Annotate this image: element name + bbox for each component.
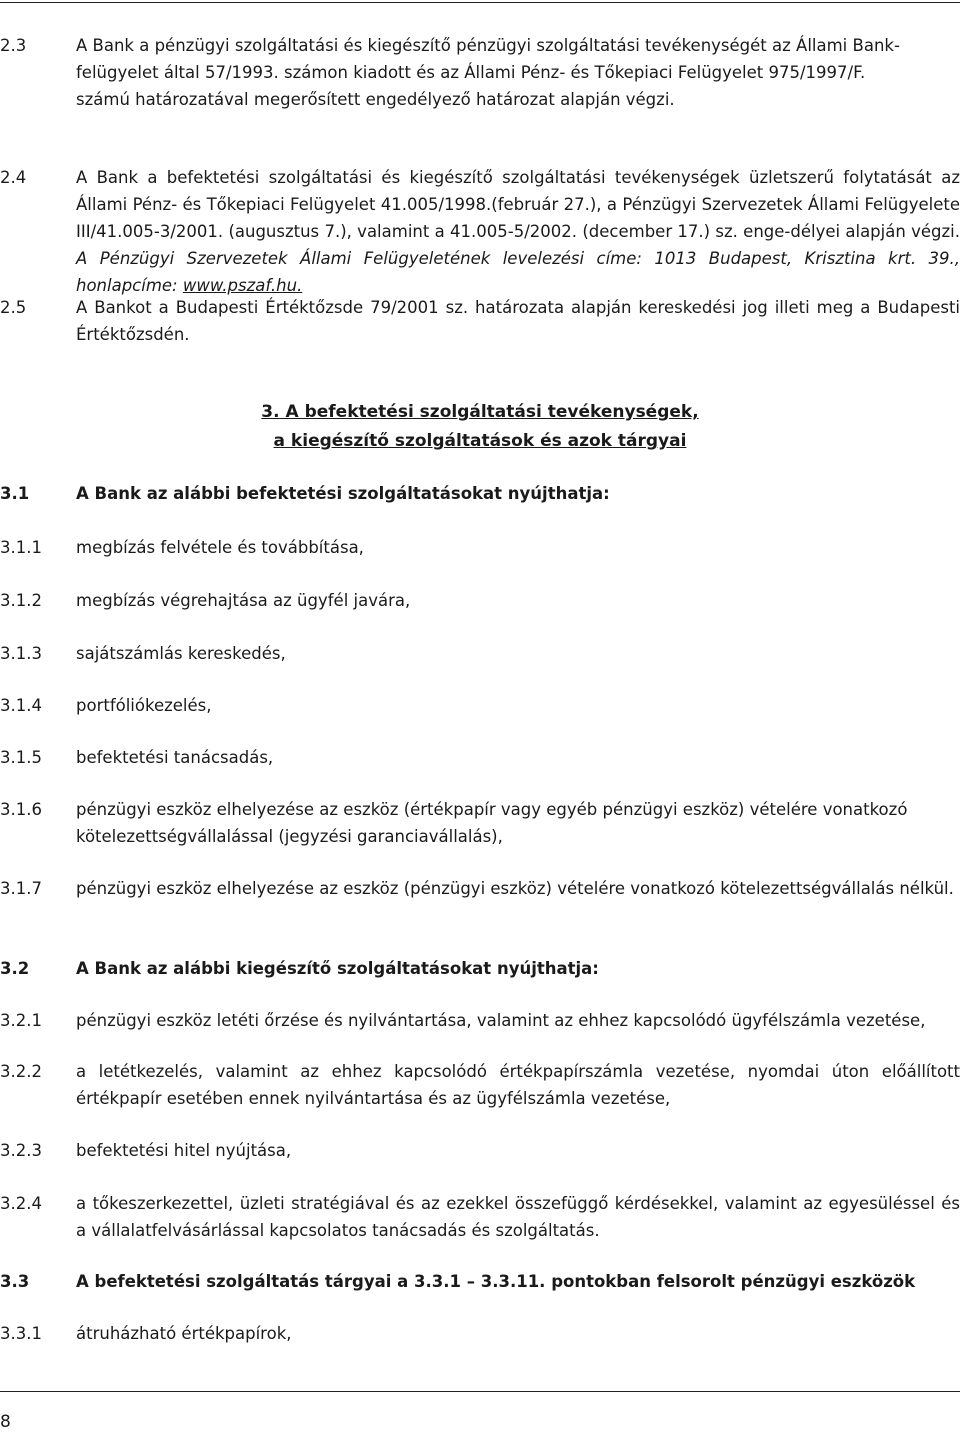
section-3-heading: 3. A befektetési szolgáltatási tevékenységek, a kiegészítő szolgáltatások és azok tárgyai: [261, 402, 699, 451]
page-number: 8: [0, 1412, 11, 1432]
paragraph-2-5: [0, 294, 960, 348]
subsection-3-1: 3.1 A Bank az alábbi befektetési szolgáltatásokat nyújthatja:: [0, 484, 610, 503]
supervisor-website-link[interactable]: www.pszaf.hu.: [182, 276, 303, 295]
list-item: 3.1.7 pénzügyi eszköz elhelyezése az eszköz (pénzügyi eszköz) vételére vonatkozó kötelezettségvállalás nélkül.: [0, 879, 954, 898]
list-item: 3.2.2 a letétkezelés, valamint az ehhez kapcsolódó értékpapírszámla vezetése, nyomdai úton előállított értékpapír esetében ennek nyilvántartása és az ügyfélszámla vezetése,: [0, 1062, 960, 1108]
subsection-3-3: 3.3 A befektetési szolgáltatás tárgyai a 3.3.1 – 3.3.11. pontokban felsorolt pénzügyi eszközök: [0, 1272, 916, 1291]
list-item: 3.1.1 megbízás felvétele és továbbítása,: [0, 538, 364, 557]
paragraph-2-3: [0, 32, 960, 113]
paragraph-text: A Bank a befektetési szolgáltatási és kiegészítő szolgáltatási tevékenységek üzletszerű folytatását az Állami Pénz- és Tőkepiaci Felügyelet 41.005/1998.(február 27.), a Pénzügyi Szervezetek Állami Felügyelete III/41.005-3/2001. (augusztus 7.), valamint a 41.005-5/2002. (december 17.) sz. enge-délyei alapján végzi. A Pénzügyi Szervezetek Állami Felügyeletének levelezési címe: 1013 Budapest, Krisztina krt. 39., honlapcíme: www.pszaf.hu.: [76, 168, 960, 295]
paragraph-text: A Bankot a Budapesti Értéktőzsde 79/2001 sz. határozata alapján kereskedési jog illeti meg a Budapesti Értéktőzsdén.: [76, 298, 960, 344]
list-item: 3.1.2 megbízás végrehajtása az ügyfél javára,: [0, 591, 411, 610]
paragraph-number: 2.5: [0, 298, 27, 317]
paragraph-number: 2.3: [0, 36, 27, 55]
list-item: 3.2.4 a tőkeszerkezettel, üzleti stratégiával és az ezekkel összefüggő kérdésekkel, valamint az egyesüléssel és a vállalatfelvásárlással kapcsolatos tanácsadás és szolgáltatás.: [0, 1194, 960, 1240]
list-item: 3.1.4 portfóliókezelés,: [0, 696, 212, 715]
list-item: 3.2.1 pénzügyi eszköz letéti őrzése és nyilvántartása, valamint az ehhez kapcsolódó ügyfélszámla vezetése,: [0, 1011, 926, 1030]
paragraph-2-4: [0, 164, 960, 304]
list-item: 3.2.3 befektetési hitel nyújtása,: [0, 1141, 292, 1160]
top-rule: [0, 2, 960, 3]
supervisor-address: A Pénzügyi Szervezetek Állami Felügyeletének levelezési címe: 1013 Budapest, Krisztina krt. 39., honlapcíme:: [76, 249, 960, 295]
subsection-3-2: 3.2 A Bank az alábbi kiegészítő szolgáltatásokat nyújthatja:: [0, 959, 599, 978]
paragraph-text: A Bank a pénzügyi szolgáltatási és kiegészítő pénzügyi szolgáltatási tevékenységét az Állami Bank- felügyelet által 57/1993. számon kiadott és az Állami Pénz- és Tőkepiaci Felügyelet 975/1997/F. számú határozatával megerősített engedélyező határozat alapján végzi.: [76, 36, 900, 109]
paragraph-number: 2.4: [0, 168, 27, 187]
footer-rule: [0, 1391, 960, 1392]
list-item: 3.1.5 befektetési tanácsadás,: [0, 748, 274, 767]
list-item: 3.1.6 pénzügyi eszköz elhelyezése az eszköz (értékpapír vagy egyéb pénzügyi eszköz) vételére vonatkozó kötelezettségvállalással (jegyzési garanciavállalás),: [0, 800, 908, 846]
list-item: 3.1.3 sajátszámlás kereskedés,: [0, 644, 286, 663]
list-item: 3.3.1 átruházható értékpapírok,: [0, 1324, 292, 1343]
